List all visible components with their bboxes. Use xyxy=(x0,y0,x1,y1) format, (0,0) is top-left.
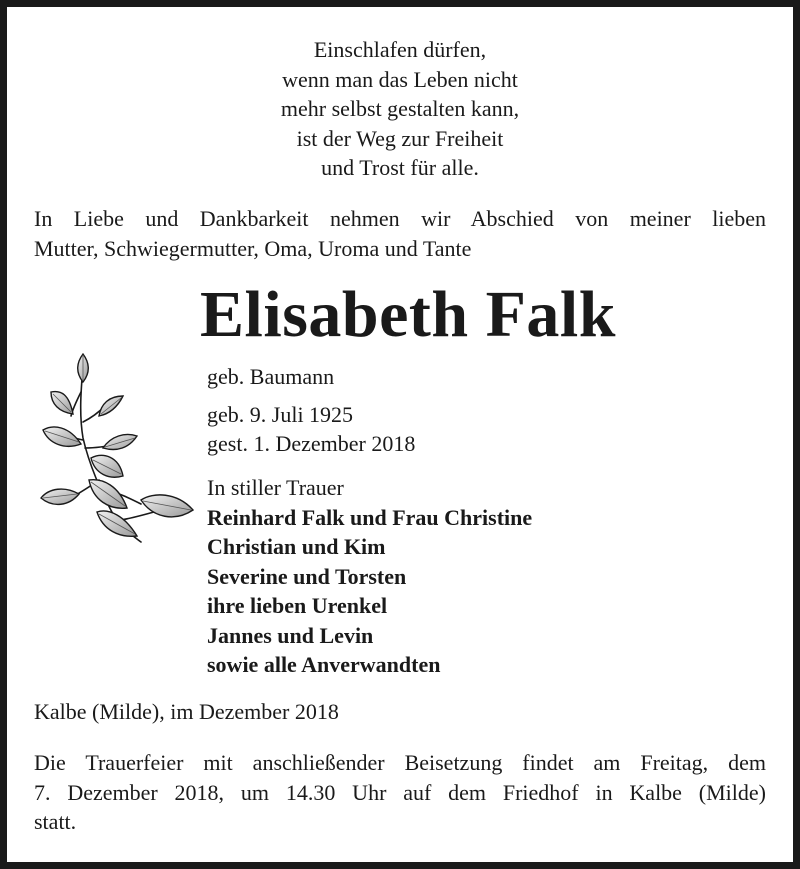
intro-line: Mutter, Schwiegermutter, Oma, Uroma und Tante xyxy=(34,235,472,261)
mourner-line: Reinhard Falk und Frau Christine xyxy=(207,504,533,530)
deceased-details xyxy=(207,362,415,459)
place-date: Kalbe (Milde), im Dezember 2018 xyxy=(34,699,339,724)
poem-line: ist der Weg zur Freiheit xyxy=(296,125,504,151)
ceremony-line: statt. xyxy=(34,809,77,834)
ceremony-line: Die Trauerfeier mit anschließender Beisetzung findet am Freitag, dem xyxy=(34,750,766,775)
poem xyxy=(7,35,793,183)
poem-line: mehr selbst gestalten kann, xyxy=(280,96,520,121)
leaf-branch-icon xyxy=(37,352,199,548)
mourner-line: Jannes und Levin xyxy=(207,622,374,648)
mourner-line: ihre lieben Urenkel xyxy=(207,593,388,618)
poem-line: Einschlafen dürfen, xyxy=(313,37,487,62)
death-date: gest. 1. Dezember 2018 xyxy=(207,431,416,456)
mourner-line: Christian und Kim xyxy=(207,534,386,559)
ceremony-line: 7. Dezember 2018, um 14.30 Uhr auf dem Friedhof in Kalbe (Milde) xyxy=(34,779,766,805)
intro-line: In Liebe und Dankbarkeit nehmen wir Abschied von meiner lieben xyxy=(34,206,766,231)
ceremony-info xyxy=(34,748,766,837)
deceased-name: Elisabeth Falk xyxy=(200,278,616,351)
mourner-line: Severine und Torsten xyxy=(207,563,407,589)
mourners-heading: In stiller Trauer xyxy=(207,475,344,500)
maiden-name: geb. Baumann xyxy=(207,364,335,389)
mourner-line: sowie alle Anverwandten xyxy=(207,652,441,677)
poem-line: und Trost für alle. xyxy=(321,155,479,180)
birth-date: geb. 9. Juli 1925 xyxy=(207,401,354,427)
poem-line: wenn man das Leben nicht xyxy=(282,66,518,92)
intro-text xyxy=(34,204,766,263)
mourners-block xyxy=(207,473,532,680)
